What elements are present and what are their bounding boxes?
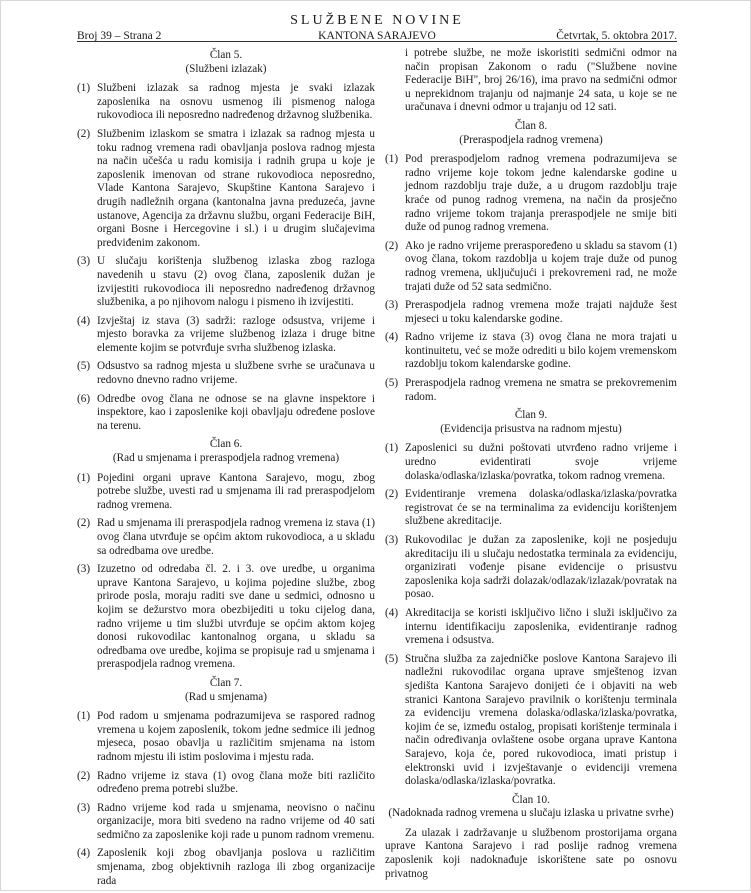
paragraph [77,255,375,309]
paragraph [385,377,677,404]
paragraph-text: Pojedini organi uprave Kantona Sarajevo, mogu, zbog potrebe službe, uvesti rad u smjenama ili rad preraspodjelom radnog vremena. [97,471,375,511]
paragraph [77,128,375,250]
paragraph-text: Preraspodjela radnog vremena može trajati najduže šest mjeseci u toku kalendarske godine. [405,299,677,325]
paragraph [77,847,375,888]
paragraph [77,82,375,123]
paragraph-text: Izvještaj iz stava (3) sadrži: razloge odsustva, vrijeme i mjesto boravka za vrijeme službenog izlaza i druge bitne elemente kojim se potvrđuje svrha službenog izlaska. [97,314,375,354]
paragraph-text: Stručna služba za zajedničke poslove Kantona Sarajevo ili nadležni rukovodilac organa uprave smještenog izvan sjedišta Kantona Sarajevo donijeti će i objaviti na web stranici Kantona Sarajevo pravilnik o korištenju terminala za evidenciju vremena dolaska/odlaska/izlaska/povratka, kojim će se, između ostalog, propisati korištenje terminala i način određivanja ovlaštene osobe organa uprave Kantona Sarajevo, koja će, pored rukovodioca, imati pristup i elektronski uvid i izvještavanje o evidenciji vremena dolaska/odlaska/izlaska/povratka. [405,652,677,788]
left-column [77,47,375,893]
right-column [385,47,677,881]
paragraph-text: Radno vrijeme kod rada u smjenama, neovisno o načinu organizacije, mora biti svedeno na radno vrijeme od 40 sati sedmično za zaposlenike koji rade u punom radnom vremenu. [97,801,375,841]
paragraph-number: (1) [385,442,399,455]
paragraph [77,315,375,356]
paragraph-text: Službenim izlaskom se smatra i izlazak sa radnog mjesta u toku radnog vremena radi obavljanja poslova radnog mjesta na način učešća u radu komisija i radnih grupa u koje je zaposlenik imenovan od strane rukovodioca neposredno, Vlade Kantona Sarajevo, Skupštine Kantona Sarajevo i drugih nadležnih organa (kantonalna javna preduzeća, javne ustanove, Agencija za državnu službu, organi Federacije BiH, organi Bosne i Hercegovine i sl.) i u drugim slučajevima predviđenim zakonom. [97,127,375,249]
paragraph-number: (4) [77,314,91,327]
article-title: Član 7. [209,676,243,689]
paragraph-number: (4) [385,331,399,344]
paragraph [385,299,677,326]
paragraph-number: (3) [77,801,91,814]
paragraph-number: (1) [77,471,91,484]
header-rule [77,41,677,42]
paragraph-text: Odredbe ovog člana ne odnose se na glavne inspektore i inspektore, kao i zaposlenike koji obavljaju određene poslove na terenu. [97,392,375,432]
paragraph-text: Zaposlenik koji zbog obavljanja poslova u različitim smjenama, zbog objektivnih razloga ili zbog organizacije rada [97,847,375,887]
paragraph-number: (2) [385,488,399,501]
issue-page-number: Broj 39 – Strana 2 [77,30,162,42]
paragraph-text: Akreditacija se koristi isključivo lično i služi isključivo za internu identifikaciju zaposlenika, evidentiranje radnog vremena i odsustva. [405,606,677,647]
article-title: Član 5. [209,49,243,61]
paragraph-number: (3) [77,563,91,576]
paragraph-text: Izuzetno od odredaba čl. 2. i 3. ove uredbe, u organima uprave Kantona Sarajevo, u kojima pojedine službe, zbog prirode posla, moraju raditi sve dane u sedmici, odnosno u kojim se dežurstvo mora obezbijediti u toku cijelog dana, radno vrijeme u tim službi utvrđuje se općim aktom kojeg donosi rukovodilac kantonalnog organa, u skladu sa odredbama ove uredbe, kojima se propisuje rad u smjenama i preraspodjela radnog vremena. [97,563,375,671]
paragraph-number: (3) [385,299,399,312]
paragraph-number: (5) [77,360,91,373]
paragraph-number: (2) [77,769,91,782]
paragraph-text: Rukovodilac je dužan za zaposlenike, koji ne posjeduju akreditaciju ili u slučaju nedostatka terminala za evidenciju, organizirati vođenje pisane evidencije o prisustvu zaposlenika koja sadrži dolazak/odlazak/izlazak/povratak na posao. [405,534,677,601]
paragraph-number: (1) [77,710,91,723]
article-subtitle: (Preraspodjela radnog vremena) [459,133,603,146]
paragraph-number: (2) [385,239,399,252]
article-text: Za ulazak i zadržavanje u službenom prostorijama organa uprave Kantona Sarajevo i rad poslije radnog vremena zaposlenik koji nadoknađuje iskorištene sate po osnovu privatnog [385,826,677,880]
publication-subtitle: KANTONA SARAJEVO [318,30,436,42]
paragraph [77,802,375,843]
paragraph [77,472,375,513]
paragraph-text: U slučaju korištenja službenog izlaska zbog razloga navedenih u stavu (2) ovog člana, zaposlenik dužan je izvijestiti rukovodioca ili neposredno nadređenog državnog službenika, a po njihovom nalogu i pismeno ih izvijestiti. [97,255,375,309]
paragraph-text: Radno vrijeme iz stava (3) ovog člana ne mora trajati u kontinuitetu, već se može odrediti u bilo kojem vremenskom razdoblju tokom kalendarske godine. [405,331,677,371]
paragraph-text: Pod radom u smjenama podrazumijeva se raspored radnog vremena u kojem zaposlenik, tokom jedne sedmice ili jednog mjeseca, posao obavlja u različitim smjenama na istom radnom mjestu ili istim poslovima i mjestu rada. [97,710,375,763]
paragraph [385,442,677,483]
paragraph [385,534,677,602]
paragraph-text: Zaposlenici su dužni poštovati utvrđeno radno vrijeme i uredno evidentirati svoje vrijeme dolaska/odlaska/izlaska/povratka, tokom radnog vremena. [405,442,677,482]
paragraph-text: Rad u smjenama ili preraspodjela radnog vremena iz stava (1) ovog člana utvrđuje se općim aktom rukovodioca, a u skladu sa odredbama ove uredbe. [97,517,375,557]
paragraph [77,770,375,797]
article-title: Član 6. [209,438,243,451]
paragraph-number: (4) [77,847,91,860]
paragraph [385,488,677,529]
paragraph-number: (1) [77,82,91,95]
paragraph-text: Ako je radno vrijeme preraspoređeno u skladu sa stavom (1) ovog člana, tokom razdoblja u kojem traje duže od punog radnog vremena, uključujući i prekovremeni rad, ne može trajati duže od 52 sata sedmično. [405,239,677,293]
paragraph-number: (4) [385,606,399,619]
paragraph [385,331,677,372]
paragraph-text: Službeni izlazak sa radnog mjesta je svaki izlazak zaposlenika na osnovu usmenog ili pismenog naloga rukovodioca ili neposredno nadređenog državnog službenika. [97,82,375,122]
paragraph-number: (6) [77,392,91,405]
paragraph-number: (1) [385,153,399,166]
paragraph [77,710,375,764]
paragraph [385,607,677,648]
article-subtitle: (Nadoknada radnog vremena u slučaju izlaska u privatne svrhe) [388,807,674,820]
article-title: Član 10. [512,793,550,806]
paragraph-number: (2) [77,517,91,530]
paragraph-number: (3) [385,534,399,546]
article-title: Član 9. [514,409,548,422]
paragraph-text: Odsustvo sa radnog mjesta u službene svrhe se uračunava u redovno dnevno radno vrijeme. [97,360,375,387]
paragraph [385,653,677,789]
paragraph [385,153,677,235]
article-subtitle: (Rad u smjenama i preraspodjela radnog vremena) [112,452,340,465]
paragraph-text: Pod preraspodjelom radnog vremena podrazumijeva se radno vrijeme koje tokom jedne kalendarske godine u jednom razdoblju traje duže, a u drugom razdoblju traje kraće od punog radnog vremena, na način da prosječno radno vrijeme tokom trajanja preraspodjele ne smije biti duže od punog radnog vremena. [405,153,677,234]
issue-date: Četvrtak, 5. oktobra 2017. [556,30,677,42]
paragraph-text: Evidentiranje vremena dolaska/odlaska/izlaska/povratka registrovat će se na terminalima za evidenciju korištenjem službene akreditacije. [405,488,677,528]
paragraph-text: Radno vrijeme iz stava (1) ovog člana može biti različito određeno prema potrebi službe. [97,769,375,796]
paragraph [77,563,375,672]
article-subtitle: (Službeni izlazak) [185,62,267,75]
article-subtitle: (Evidencija prisustva na radnom mjestu) [440,422,622,435]
paragraph-text: Preraspodjela radnog vremena ne smatra se prekovremenim radom. [405,377,677,403]
publication-title: SLUŽBENE NOVINE [290,13,464,28]
paragraph-number: (2) [77,127,91,140]
paragraph-number: (3) [77,255,91,268]
paragraph [77,517,375,558]
paragraph-number: (5) [385,652,399,665]
paragraph [77,393,375,434]
paragraph [77,360,375,387]
paragraph [385,240,677,294]
article-title: Član 8. [514,119,548,132]
paragraph-number: (5) [385,377,399,390]
continued-paragraph: i potrebe službe, ne može iskoristiti sedmični odmor na način propisan Zakonom o radu ("Službene novine Federacije BiH", broj 26/16), ima pravo na sedmični odmor u neprekidnom trajanju od najmanje 24 sata, u koje se ne uračunava i dnevni odmor u trajanju od 12 sati. [405,47,677,114]
article-subtitle: (Rad u smjenama) [184,690,268,703]
